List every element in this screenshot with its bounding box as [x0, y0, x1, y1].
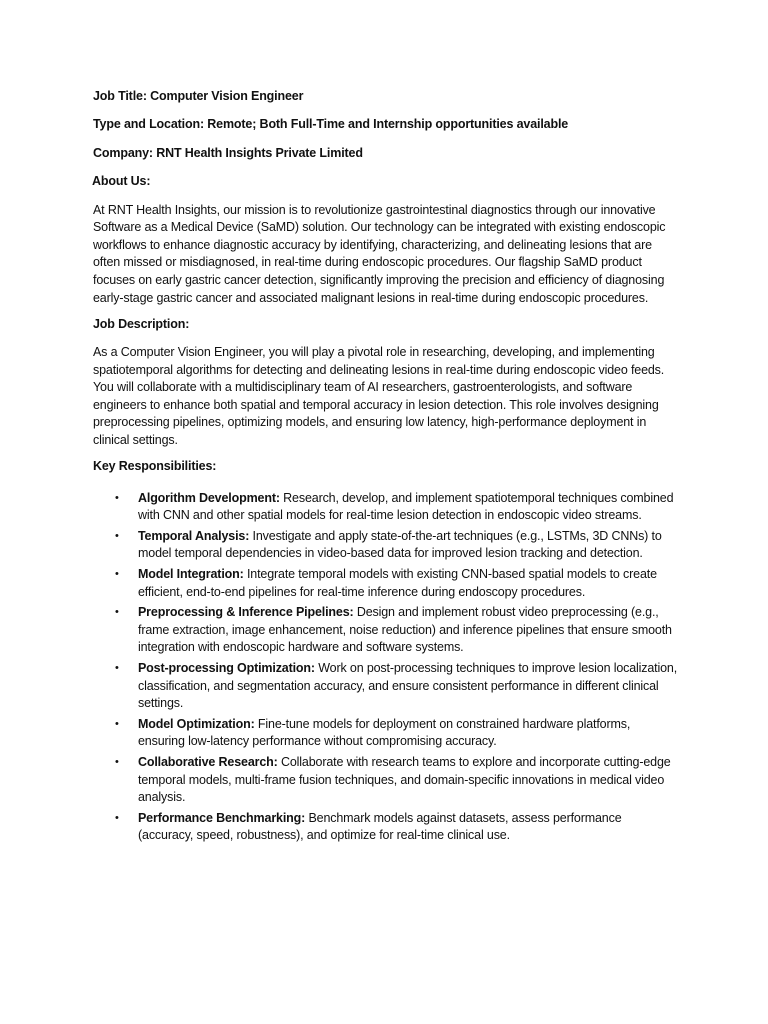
- bullet-icon: •: [115, 717, 119, 730]
- bullet-icon: •: [115, 662, 119, 675]
- responsibility-text: Integrate temporal models with existing CNN-based spatial models to create efficient, end-to-end pipelines for real-time inference during endoscopy procedures.: [138, 567, 657, 599]
- responsibility-text: Benchmark models against datasets, assess performance (accuracy, speed, robustness), and optimize for real-time clinical use.: [138, 810, 622, 843]
- responsibility-title: Post-processing Optimization:: [138, 661, 315, 676]
- type-and-location: Type and Location: Remote; Both Full-Time and Internship opportunities available: [93, 117, 569, 132]
- document-page: [93, 88, 678, 848]
- responsibility-title: Algorithm Development:: [138, 490, 280, 505]
- responsibility-title: Temporal Analysis:: [138, 528, 250, 543]
- responsibility-item: [115, 490, 678, 525]
- responsibility-text: Collaborate with research teams to explore and incorporate cutting-edge temporal models, multi-frame fusion techniques, and domain-specific innovations in medical video analysis.: [138, 754, 671, 805]
- responsibility-text: Work on post-processing techniques to improve lesion localization, classification, and segmentation accuracy, and ensure consistent performance in different clinical settings.: [138, 661, 678, 711]
- responsibility-item: [115, 566, 678, 601]
- responsibility-item: [115, 754, 678, 807]
- job-description-paragraph: As a Computer Vision Engineer, you will play a pivotal role in researching, developing, and implementing spatiotemporal algorithms for detecting and delineating lesions in real-time during endoscopic video feeds. You will collaborate with a multidisciplinary team of AI researchers, gastroenterologists, and software engineers to enhance both spatial and temporal accuracy in lesion detection. This role involves designing preprocessing pipelines, optimizing models, and ensuring low latency, high-performance deployment in clinical settings.: [93, 345, 665, 447]
- responsibility-text: Fine-tune models for deployment on constrained hardware platforms, ensuring low-latency performance without compromising accuracy.: [138, 716, 631, 749]
- about-us-paragraph: At RNT Health Insights, our mission is to revolutionize gastrointestinal diagnostics through our innovative Software as a Medical Device (SaMD) solution. Our technology can be integrated with existing endoscopic workflows to enhance diagnostic accuracy by identifying, characterizing, and delineating lesions that are often missed or misdiagnosed, in real-time during endoscopic procedures. Our flagship SaMD product focuses on early gastric cancer detection, significantly improving the precision and efficiency of diagnosing early-stage gastric cancer and associated malignant lesions in real-time during endoscopic procedures.: [93, 202, 666, 305]
- responsibility-item: [115, 810, 678, 845]
- bullet-icon: •: [115, 606, 119, 619]
- bullet-icon: •: [115, 755, 119, 768]
- responsibility-item: [115, 716, 678, 751]
- responsibility-item: [115, 604, 678, 657]
- job-description-heading: Job Description:: [93, 316, 190, 331]
- responsibilities-list: [93, 490, 678, 845]
- responsibility-item: [115, 528, 678, 563]
- company-name: Company: RNT Health Insights Private Limited: [93, 145, 363, 160]
- job-title: Job Title: Computer Vision Engineer: [93, 89, 304, 103]
- responsibility-title: Model Optimization:: [138, 716, 255, 731]
- bullet-icon: •: [115, 568, 119, 581]
- bullet-icon: •: [115, 491, 119, 504]
- bullet-icon: •: [115, 811, 119, 824]
- responsibility-title: Collaborative Research:: [138, 754, 278, 769]
- responsibility-text: Design and implement robust video preprocessing (e.g., frame extraction, image enhancement, noise reduction) and inference pipelines that ensure smooth integration with endoscopic hardware and software systems.: [138, 605, 672, 655]
- responsibility-text: Research, develop, and implement spatiotemporal techniques combined with CNN and other spatial models for real-time lesion detection in endoscopic video streams.: [138, 490, 674, 523]
- responsibility-title: Performance Benchmarking:: [138, 810, 306, 825]
- bullet-icon: •: [115, 529, 119, 542]
- responsibility-title: Model Integration:: [138, 567, 244, 582]
- responsibility-text: Investigate and apply state-of-the-art techniques (e.g., LSTMs, 3D CNNs) to model temporal dependencies in video-based data for improved lesion tracking and detection.: [138, 528, 662, 561]
- key-responsibilities-heading: Key Responsibilities:: [93, 459, 217, 474]
- responsibility-title: Preprocessing & Inference Pipelines:: [138, 605, 354, 620]
- about-us-heading: About Us:: [92, 174, 151, 189]
- responsibility-item: [115, 660, 678, 713]
